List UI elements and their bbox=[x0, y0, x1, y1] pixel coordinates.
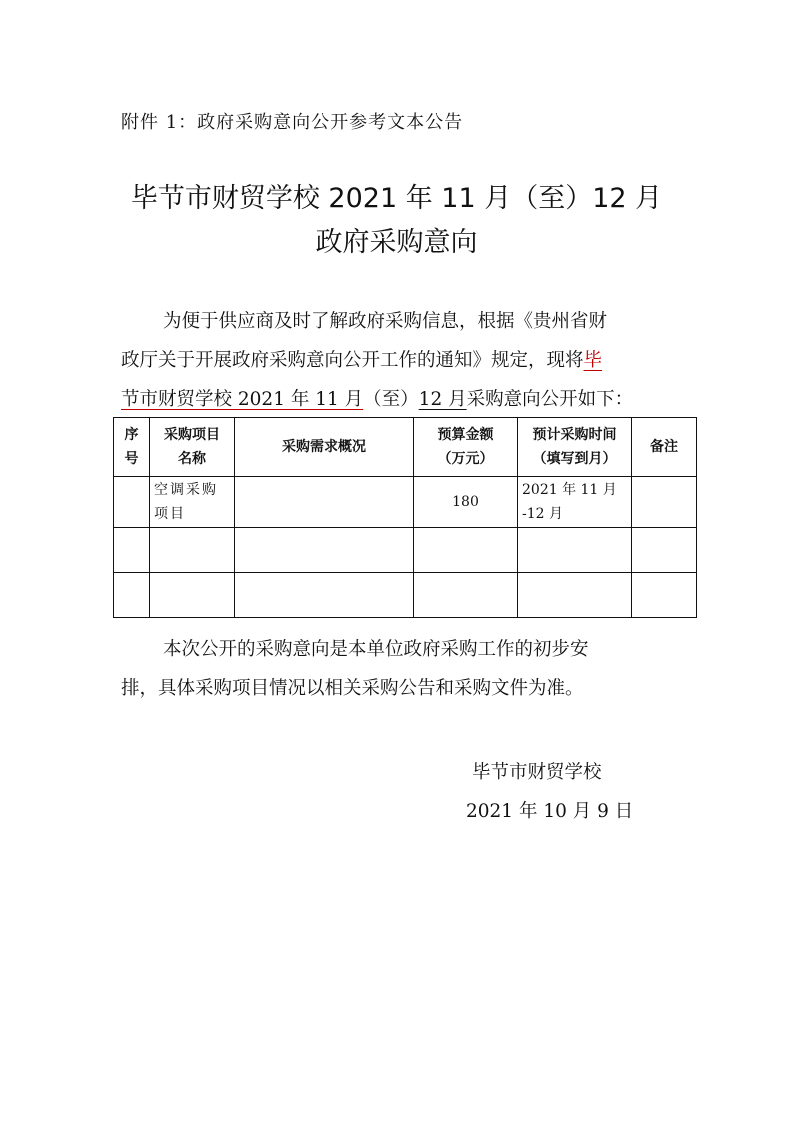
header-time-line2: （填写到月） bbox=[532, 451, 617, 467]
table-row bbox=[114, 477, 697, 528]
cell-time bbox=[518, 477, 632, 528]
header-budget-line2: （万元） bbox=[437, 451, 494, 467]
header-remark: 备注 bbox=[632, 418, 697, 477]
table-row bbox=[114, 573, 697, 618]
header-seq bbox=[114, 418, 150, 477]
attachment-label: 附件 1：政府采购意向公开参考文本公告 bbox=[121, 112, 464, 133]
document-title-line1: 毕节市财贸学校 2021 年 11 月（至）12 月 bbox=[130, 183, 663, 214]
header-seq-line1: 序 bbox=[124, 427, 139, 443]
signature-date: 2021 年 10 月 9 日 bbox=[466, 801, 634, 822]
intro-line-3-suffix: 采购意向公开如下： bbox=[466, 389, 634, 410]
cell-empty bbox=[235, 573, 414, 618]
intro-line-2-text: 政厅关于开展政府采购意向公开工作的通知》规定，现将 bbox=[121, 350, 584, 371]
header-budget-line1: 预算金额 bbox=[437, 427, 494, 443]
cell-empty bbox=[632, 573, 697, 618]
cell-empty bbox=[114, 528, 150, 573]
cell-remark bbox=[632, 477, 697, 528]
header-time-line1: 预计采购时间 bbox=[532, 427, 617, 443]
cell-seq bbox=[114, 477, 150, 528]
intro-line-3 bbox=[121, 380, 681, 419]
header-budget bbox=[414, 418, 518, 477]
cell-budget: 180 bbox=[414, 477, 518, 528]
header-summary: 采购需求概况 bbox=[235, 418, 414, 477]
cell-empty bbox=[235, 528, 414, 573]
document-title-line2: 政府采购意向 bbox=[315, 227, 478, 258]
closing-line-2: 排，具体采购项目情况以相关采购公告和采购文件为准。 bbox=[121, 678, 584, 699]
cell-empty bbox=[414, 573, 518, 618]
cell-time-line1: 2021 年 11 月 bbox=[522, 482, 617, 498]
cell-empty bbox=[150, 528, 235, 573]
header-time bbox=[518, 418, 632, 477]
header-item-name-line1: 采购项目 bbox=[164, 427, 220, 443]
intro-line-1: 为便于供应商及时了解政府采购信息，根据《贵州省财 bbox=[163, 311, 608, 332]
header-item-name bbox=[150, 418, 235, 477]
table-row bbox=[114, 528, 697, 573]
intro-line-2 bbox=[121, 341, 681, 380]
header-seq-line2: 号 bbox=[124, 451, 139, 467]
cell-item-name bbox=[150, 477, 235, 528]
intro-highlight-text: 毕 bbox=[583, 350, 603, 371]
cell-empty bbox=[114, 573, 150, 618]
intro-end-month: 12 月 bbox=[418, 389, 467, 410]
signature-organization: 毕节市财贸学校 bbox=[472, 762, 602, 783]
cell-empty bbox=[632, 528, 697, 573]
cell-empty bbox=[414, 528, 518, 573]
cell-item-name-line2: 项目 bbox=[154, 506, 186, 522]
cell-empty bbox=[518, 528, 632, 573]
cell-time-line2: -12 月 bbox=[522, 506, 563, 522]
cell-empty bbox=[518, 573, 632, 618]
header-item-name-line2: 名称 bbox=[178, 451, 206, 467]
intro-paragraph bbox=[121, 302, 681, 419]
cell-empty bbox=[150, 573, 235, 618]
intro-period-connector: （至） bbox=[363, 389, 419, 410]
cell-summary bbox=[235, 477, 414, 528]
procurement-table bbox=[113, 417, 697, 618]
table-header-row bbox=[114, 418, 697, 477]
cell-item-name-line1: 空调采购 bbox=[154, 482, 218, 498]
closing-line-1: 本次公开的采购意向是本单位政府采购工作的初步安 bbox=[163, 639, 589, 660]
closing-paragraph bbox=[121, 630, 681, 708]
intro-school-period: 节市财贸学校 2021 年 11 月 bbox=[121, 389, 364, 410]
